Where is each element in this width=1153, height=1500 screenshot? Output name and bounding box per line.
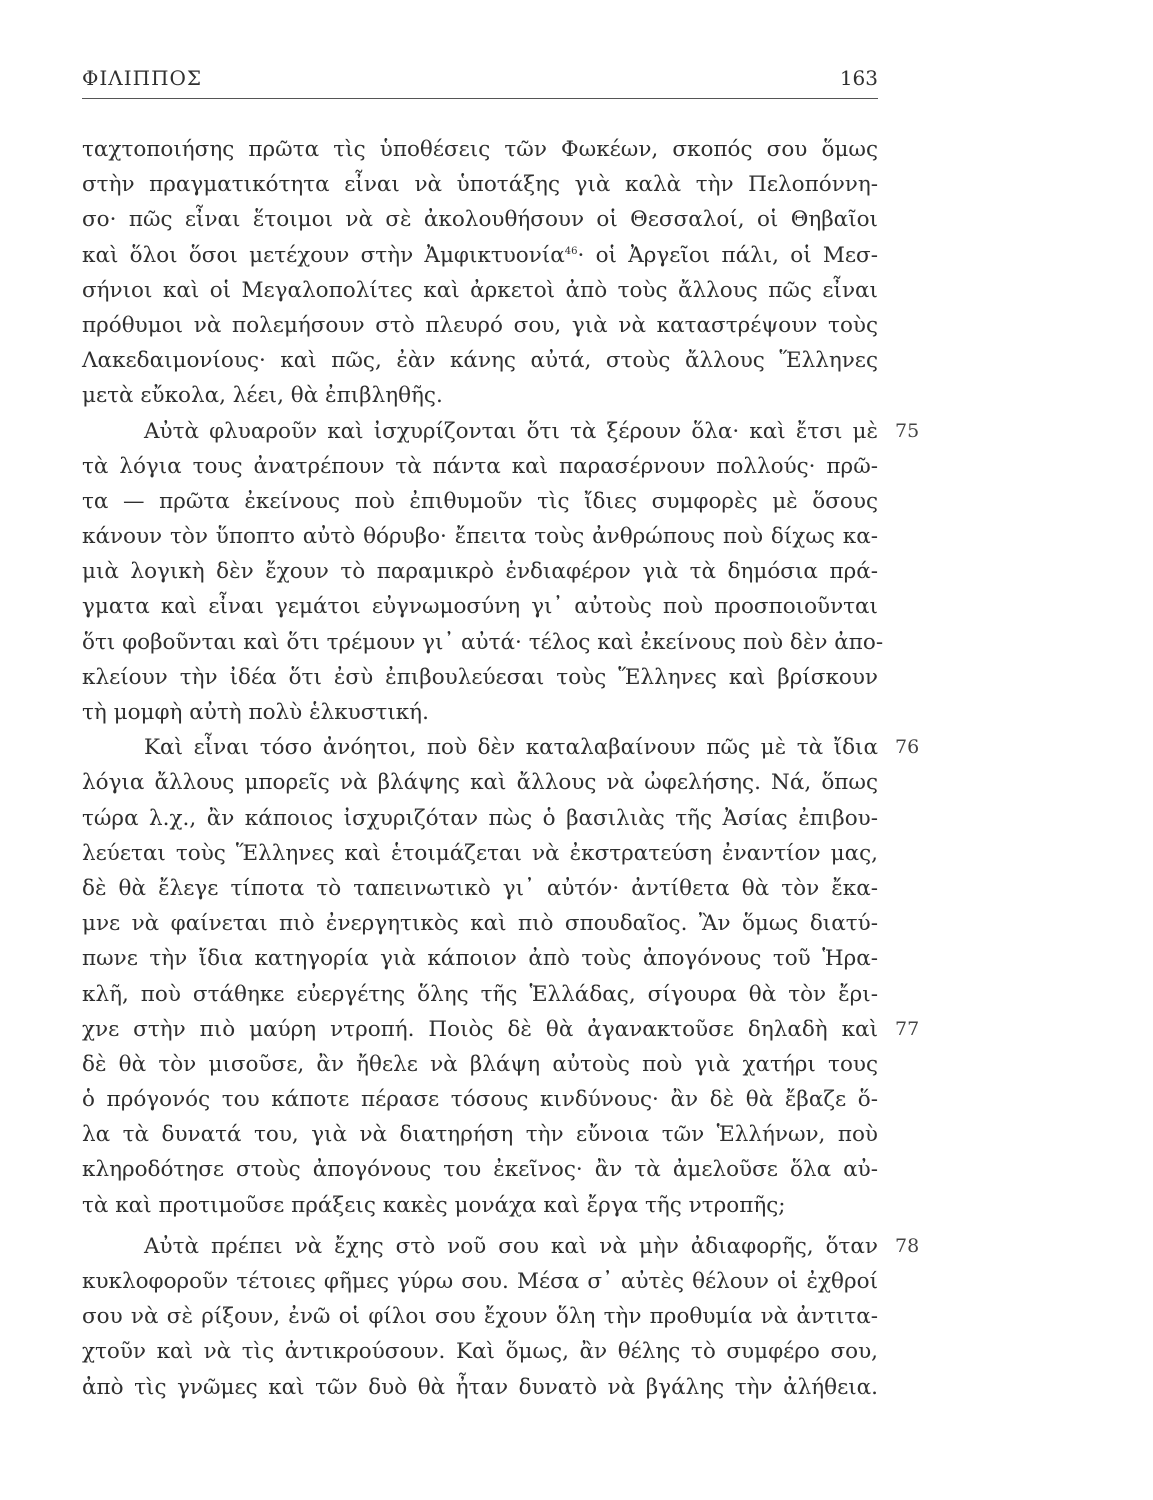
text-line: πρόθυμοι νὰ πολεμήσουν στὸ πλευρό σου, γιὰ νὰ καταστρέψουν τοὺς: [82, 312, 878, 338]
text-line: μνε νὰ φαίνεται πιὸ ἐνεργητικὸς καὶ πιὸ σπουδαῖος. Ἂν ὅμως διατύ-: [82, 911, 878, 937]
text-line: [82, 414, 920, 449]
line-text: · οἱ Ἀργεῖοι πάλι, οἱ Μεσ-: [577, 242, 878, 268]
line-text: χνε στὴν πιὸ μαύρη ντροπή. Ποιὸς δὲ θὰ ἀγανακτοῦσε δηλαδὴ καὶ: [82, 1016, 878, 1042]
text-line: τὰ καὶ προτιμοῦσε πράξεις κακὲς μονάχα καὶ ἔργα τῆς ντροπῆς;: [82, 1192, 786, 1218]
text-line: τὴ μομφὴ αὐτὴ πολὺ ἑλκυστική.: [82, 700, 429, 725]
text-line: χτοῦν καὶ νὰ τὶς ἀντικρούσουν. Καὶ ὅμως, ἂν θέλης τὸ συμφέρο σου,: [82, 1339, 878, 1365]
line-text: Καὶ εἶναι τόσο ἀνόητοι, ποὺ δὲν καταλαβαίνουν πῶς μὲ τὰ ἴδια: [144, 735, 878, 761]
text-line: [82, 1229, 920, 1264]
text-line: γματα καὶ εἶναι γεμάτοι εὐγνωμοσύνη γι᾽ αὐτοὺς ποὺ προσποιοῦνται: [82, 594, 878, 620]
text-line: σο· πῶς εἶναι ἕτοιμοι νὰ σὲ ἀκολουθήσουν οἱ Θεσσαλοί, οἱ Θηβαῖοι: [82, 207, 878, 233]
line-text: καὶ ὅλοι ὅσοι μετέχουν στὴν Ἀμφικτυονία: [82, 242, 565, 268]
text-line: κυκλοφοροῦν τέτοιες φῆμες γύρω σου. Μέσα σ᾽ αὐτὲς θέλουν οἱ ἐχθροί: [82, 1269, 878, 1294]
running-title: ΦΙΛΙΠΠΟΣ: [82, 66, 203, 90]
text-line: λα τὰ δυνατά του, γιὰ νὰ διατηρήση τὴν εὔνοια τῶν Ἑλλήνων, ποὺ: [82, 1122, 878, 1148]
running-header: [82, 64, 878, 99]
footnote-reference: 46: [564, 245, 578, 257]
page-number: 163: [839, 66, 878, 90]
text-line: σου νὰ σὲ ρίξουν, ἐνῶ οἱ φίλοι σου ἔχουν ὅλη τὴν προθυμία νὰ ἀντιτα-: [82, 1304, 878, 1330]
text-line: στὴν πραγματικότητα εἶναι νὰ ὑποτάξης γιὰ καλὰ τὴν Πελοπόννη-: [82, 172, 878, 198]
paragraph-4: [82, 1229, 920, 1405]
text-line: κλῆ, ποὺ στάθηκε εὐεργέτης ὅλης τῆς Ἑλλάδας, σίγουρα θὰ τὸν ἔρι-: [82, 981, 878, 1007]
paragraph-2: [82, 414, 920, 731]
text-line: τώρα λ.χ., ἂν κάποιος ἰσχυριζόταν πὼς ὁ βασιλιὰς τῆς Ἀσίας ἐπιβου-: [82, 805, 878, 831]
body-text: [82, 132, 920, 1405]
text-line: πωνε τὴν ἴδια κατηγορία γιὰ κάποιον ἀπὸ τοὺς ἀπογόνους τοῦ Ἡρα-: [82, 946, 878, 972]
text-line: λεύεται τοὺς Ἕλληνες καὶ ἑτοιμάζεται νὰ ἐκστρατεύση ἐναντίον μας,: [82, 840, 878, 866]
line-text: Αὐτὰ πρέπει νὰ ἔχης στὸ νοῦ σου καὶ νὰ μὴν ἀδιαφορῆς, ὅταν: [144, 1233, 878, 1259]
paragraph-1: [82, 132, 878, 414]
section-number: 76: [895, 736, 920, 759]
text-line: μιὰ λογικὴ δὲν ἔχουν τὸ παραμικρὸ ἐνδιαφέρον γιὰ τὰ δημόσια πρά-: [82, 559, 878, 585]
text-line: κλείουν τὴν ἰδέα ὅτι ἐσὺ ἐπιβουλεύεσαι τοὺς Ἕλληνες καὶ βρίσκουν: [82, 664, 878, 690]
text-line: τα — πρῶτα ἐκείνους ποὺ ἐπιθυμοῦν τὶς ἴδιες συμφορὲς μὲ ὅσους: [82, 488, 878, 514]
text-line: δὲ θὰ τὸν μισοῦσε, ἂν ἤθελε νὰ βλάψη αὐτοὺς ποὺ γιὰ χατήρι τους: [82, 1051, 878, 1077]
paragraph-3: [82, 730, 920, 1223]
section-number: 77: [895, 1017, 920, 1040]
text-line: [82, 730, 920, 765]
text-line: ὅτι φοβοῦνται καὶ ὅτι τρέμουν γι᾽ αὐτά· τέλος καὶ ἐκείνους ποὺ δὲν ἀπο-: [82, 629, 884, 655]
text-line: δὲ θὰ ἔλεγε τίποτα τὸ ταπεινωτικὸ γι᾽ αὐτόν· ἀντίθετα θὰ τὸν ἔκα-: [82, 875, 878, 901]
text-line: Λακεδαιμονίους· καὶ πῶς, ἐὰν κάνης αὐτά, στοὺς ἄλλους Ἕλληνες: [82, 348, 878, 374]
text-line: μετὰ εὔκολα, λέει, θὰ ἐπιβληθῆς.: [82, 383, 443, 409]
line-text: Αὐτὰ φλυαροῦν καὶ ἰσχυρίζονται ὅτι τὰ ξέρουν ὅλα· καὶ ἔτσι μὲ: [144, 418, 878, 444]
text-line: λόγια ἄλλους μπορεῖς νὰ βλάψης καὶ ἄλλους νὰ ὠφελήσης. Νά, ὅπως: [82, 770, 878, 796]
text-line: [82, 238, 878, 273]
text-line: τὰ λόγια τους ἀνατρέπουν τὰ πάντα καὶ παρασέρνουν πολλούς· πρῶ-: [82, 453, 878, 479]
text-line: ταχτοποιήσης πρῶτα τὶς ὑποθέσεις τῶν Φωκέων, σκοπός σου ὅμως: [82, 137, 878, 162]
text-line: ὁ πρόγονός του κάποτε πέρασε τόσους κινδύνους· ἂν δὲ θὰ ἔβαζε ὅ-: [82, 1087, 878, 1113]
text-line: σήνιοι καὶ οἱ Μεγαλοπολίτες καὶ ἀρκετοὶ ἀπὸ τοὺς ἄλλους πῶς εἶναι: [82, 277, 878, 303]
text-line: ἀπὸ τὶς γνῶμες καὶ τῶν δυὸ θὰ ἦταν δυνατὸ νὰ βγάλης τὴν ἀλήθεια.: [82, 1374, 878, 1400]
text-line: κάνουν τὸν ὕποπτο αὐτὸ θόρυβο· ἔπειτα τοὺς ἀνθρώπους ποὺ δίχως κα-: [82, 524, 878, 550]
text-line: κληροδότησε στοὺς ἀπογόνους του ἐκεῖνος· ἂν τὰ ἀμελοῦσε ὅλα αὐ-: [82, 1157, 878, 1183]
section-number: 78: [895, 1234, 920, 1257]
text-line: [82, 1012, 920, 1047]
section-number: 75: [895, 419, 920, 442]
